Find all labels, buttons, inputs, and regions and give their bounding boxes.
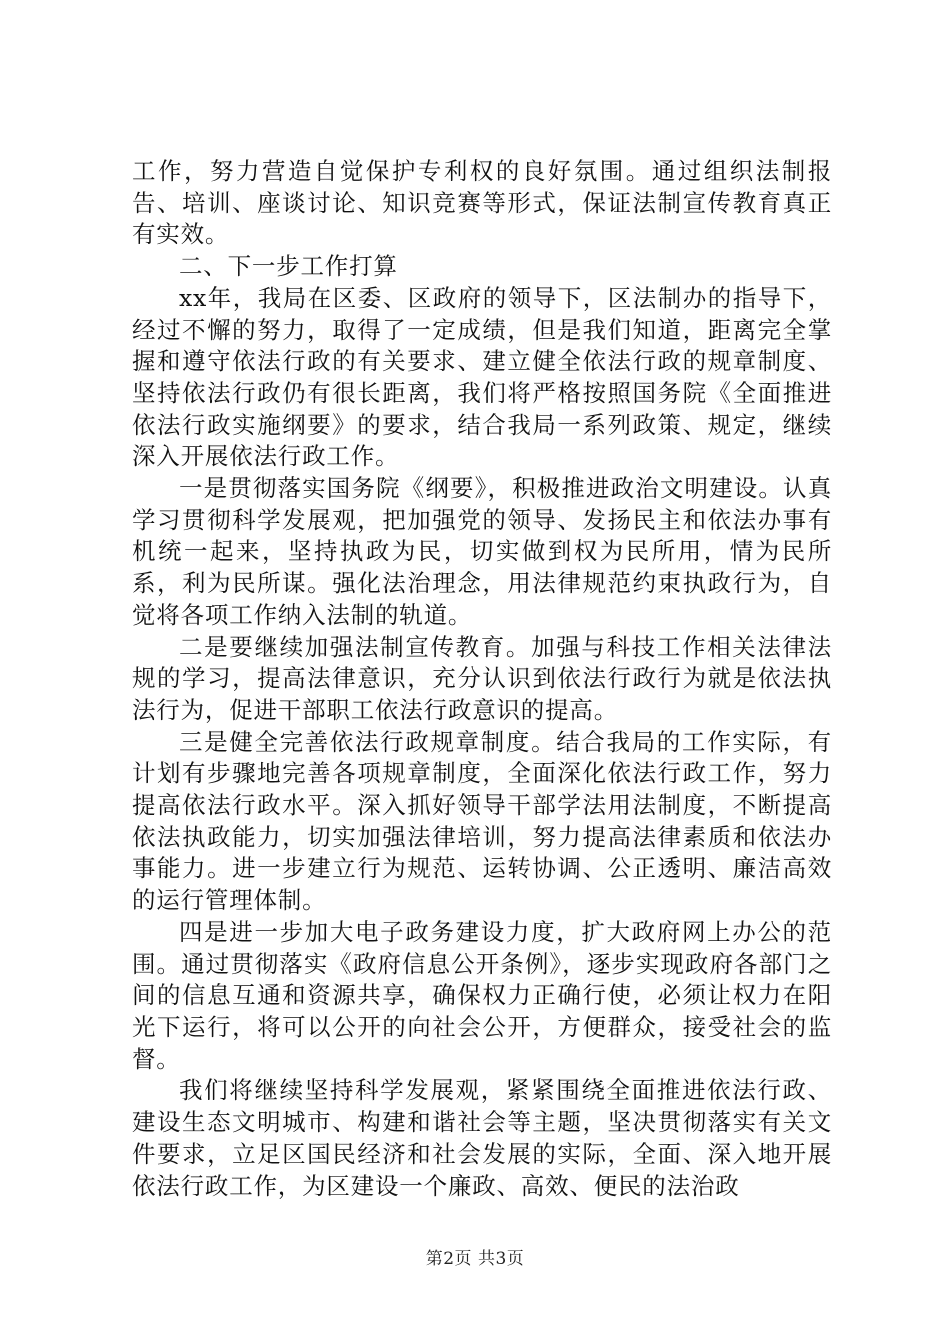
paragraph-8: 我们将继续坚持科学发展观，紧紧围绕全面推进依法行政、建设生态文明城市、构建和谐社会等主题，坚决贯彻落实有关文件要求，立足区国民经济和社会发展的实际，全面、深入地开展依法行政工作，为区建设一个廉政、高效、便民的法治政 [132, 1076, 832, 1200]
paragraph-1: 工作，努力营造自觉保护专利权的良好氛围。通过组织法制报告、培训、座谈讨论、知识竞赛等形式，保证法制宣传教育真正有实效。 [132, 157, 832, 249]
paragraph-4: 一是贯彻落实国务院《纲要》，积极推进政治文明建设。认真学习贯彻科学发展观，把加强党的领导、发扬民主和依法办事有机统一起来，坚持执政为民，切实做到权为民所用，情为民所系，利为民所谋。强化法治理念，用法律规范约束执政行为，自觉将各项工作纳入法制的轨道。 [132, 474, 832, 629]
paragraph-3: xx年，我局在区委、区政府的领导下，区法制办的指导下，经过不懈的努力，取得了一定成绩，但是我们知道，距离完全掌握和遵守依法行政的有关要求、建立健全依法行政的规章制度、坚持依法行政仍有很长距离，我们将严格按照国务院《全面推进依法行政实施纲要》的要求，结合我局一系列政策、规定，继续深入开展依法行政工作。 [132, 283, 832, 471]
paragraph-6: 三是健全完善依法行政规章制度。结合我局的工作实际，有计划有步骤地完善各项规章制度，全面深化依法行政工作，努力提高依法行政水平。深入抓好领导干部学法用法制度，不断提高依法执政能力，切实加强法律培训，努力提高法律素质和依法办事能力。进一步建立行为规范、运转协调、公正透明、廉洁高效的运行管理体制。 [132, 727, 832, 915]
paragraph-7: 四是进一步加大电子政务建设力度，扩大政府网上办公的范围。通过贯彻落实《政府信息公开条例》，逐步实现政府各部门之间的信息互通和资源共享，确保权力正确行使，必须让权力在阳光下运行，将可以公开的向社会公开，方便群众，接受社会的监督。 [132, 917, 832, 1073]
document-body [132, 156, 832, 1202]
paragraph-5: 二是要继续加强法制宣传教育。加强与科技工作相关法律法规的学习，提高法律意识，充分认识到依法行政行为就是依法执法行为，促进干部职工依法行政意识的提高。 [132, 632, 832, 724]
section-heading-next-steps: 二、下一步工作打算 [179, 252, 398, 281]
page-number-footer: 第2页 共3页 [425, 1249, 525, 1269]
